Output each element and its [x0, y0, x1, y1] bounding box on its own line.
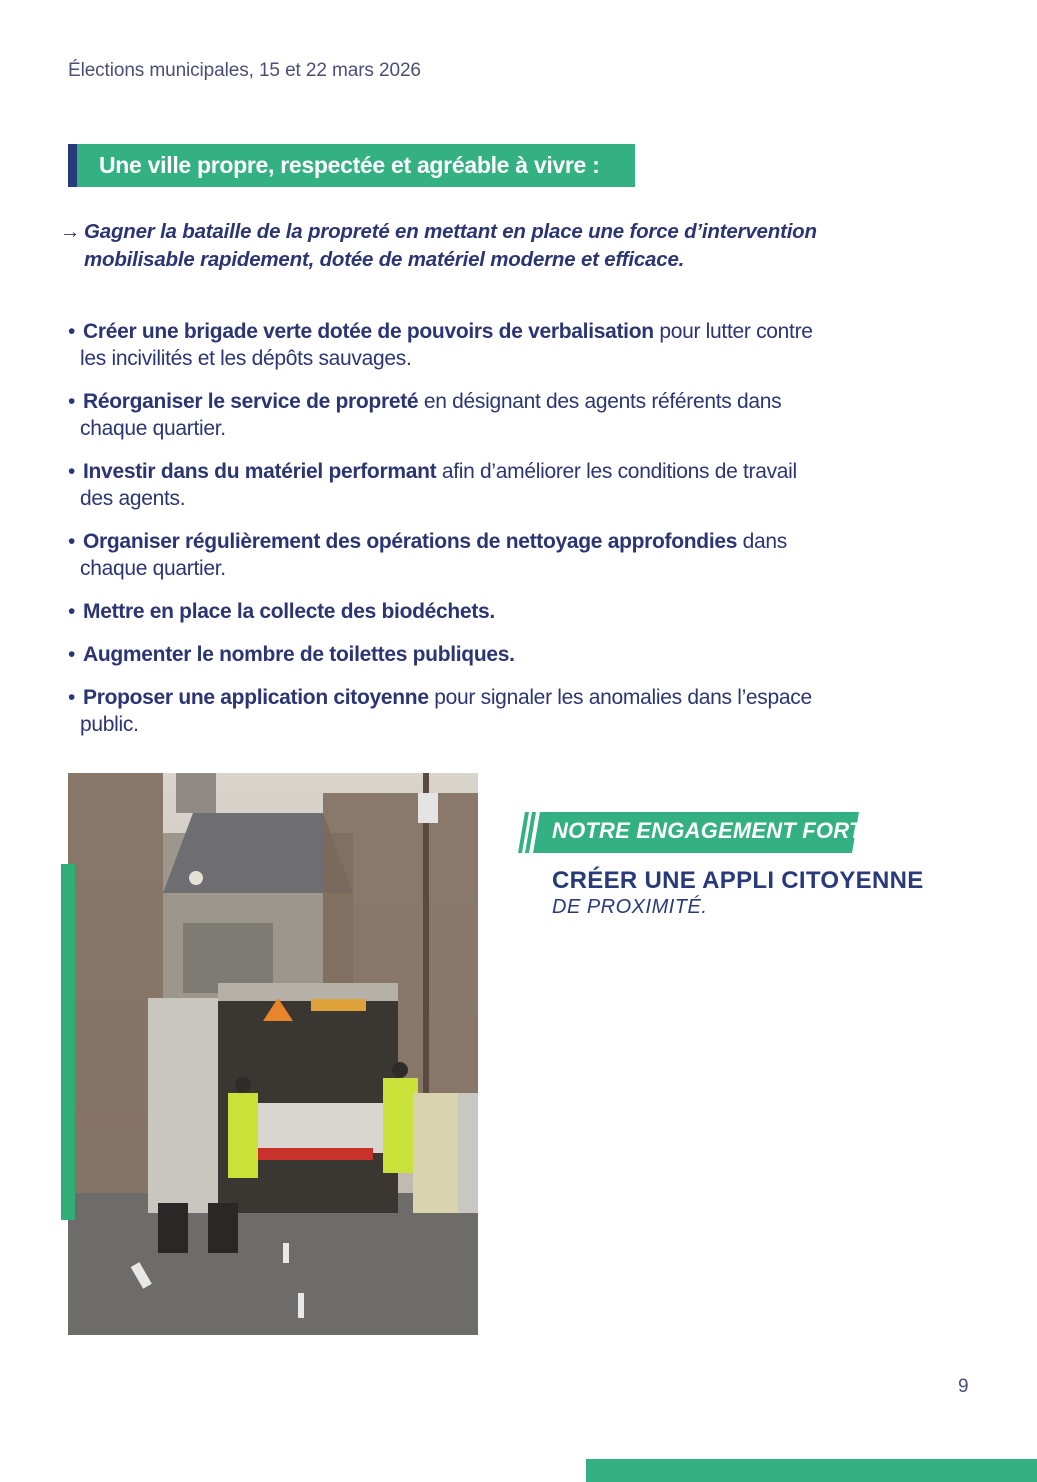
engagement-tag-label: NOTRE ENGAGEMENT FORT :	[552, 818, 877, 843]
section-intro	[60, 218, 880, 274]
item-bold: Créer une brigade verte dotée de pouvoirs de verbalisation	[83, 320, 654, 343]
bullet-icon: •	[68, 686, 76, 709]
garbage-truck-photo	[68, 773, 478, 1335]
item-bold: Organiser régulièrement des opérations de nettoyage approfondies	[83, 530, 738, 553]
item-bold: Investir dans du matériel performant	[83, 460, 437, 483]
list-item	[68, 641, 828, 668]
bullet-icon: •	[68, 460, 76, 483]
item-rest: dans chaque quartier.	[80, 530, 787, 580]
item-rest: pour signaler les anomalies dans l’espace public.	[80, 686, 812, 736]
engagement-callout	[518, 812, 938, 919]
item-bold: Augmenter le nombre de toilettes publiques.	[83, 643, 515, 666]
list-item	[68, 528, 828, 582]
bullet-icon: •	[68, 643, 76, 666]
item-bold: Proposer une application citoyenne	[83, 686, 429, 709]
bullet-icon: •	[68, 530, 76, 553]
list-item	[68, 684, 828, 738]
list-item	[68, 458, 828, 512]
item-bold: Réorganiser le service de propreté	[83, 390, 419, 413]
footer-green-bar	[586, 1459, 1037, 1482]
list-item	[68, 318, 828, 372]
document-header-date: Élections municipales, 15 et 22 mars 2026	[68, 60, 421, 81]
list-item	[68, 388, 828, 442]
engagement-subtitle: DE PROXIMITÉ.	[552, 896, 708, 918]
engagement-title: CRÉER UNE APPLI CITOYENNE	[552, 867, 924, 894]
list-item	[68, 598, 828, 625]
arrow-right-icon: →	[60, 220, 81, 243]
intro-text: Gagner la bataille de la propreté en mettant en place une force d’intervention mobilisable rapidement, dotée de matériel moderne et efficace.	[84, 220, 817, 271]
item-bold: Mettre en place la collecte des biodéchets.	[83, 600, 495, 623]
bullet-icon: •	[68, 320, 76, 343]
item-rest: pour lutter contre les incivilités et les dépôts sauvages.	[80, 320, 813, 370]
bullet-icon: •	[68, 390, 76, 413]
decorative-green-bar	[61, 864, 75, 1220]
bullet-icon: •	[68, 600, 76, 623]
page-number: 9	[958, 1376, 969, 1397]
engagement-tag	[518, 812, 938, 853]
section-title: Une ville propre, respectée et agréable à vivre :	[99, 152, 600, 178]
item-rest: afin d’améliorer les conditions de travail des agents.	[80, 460, 797, 510]
section-title-banner	[68, 144, 635, 187]
item-rest: en désignant des agents référents dans chaque quartier.	[80, 390, 782, 440]
measures-list	[68, 318, 828, 754]
